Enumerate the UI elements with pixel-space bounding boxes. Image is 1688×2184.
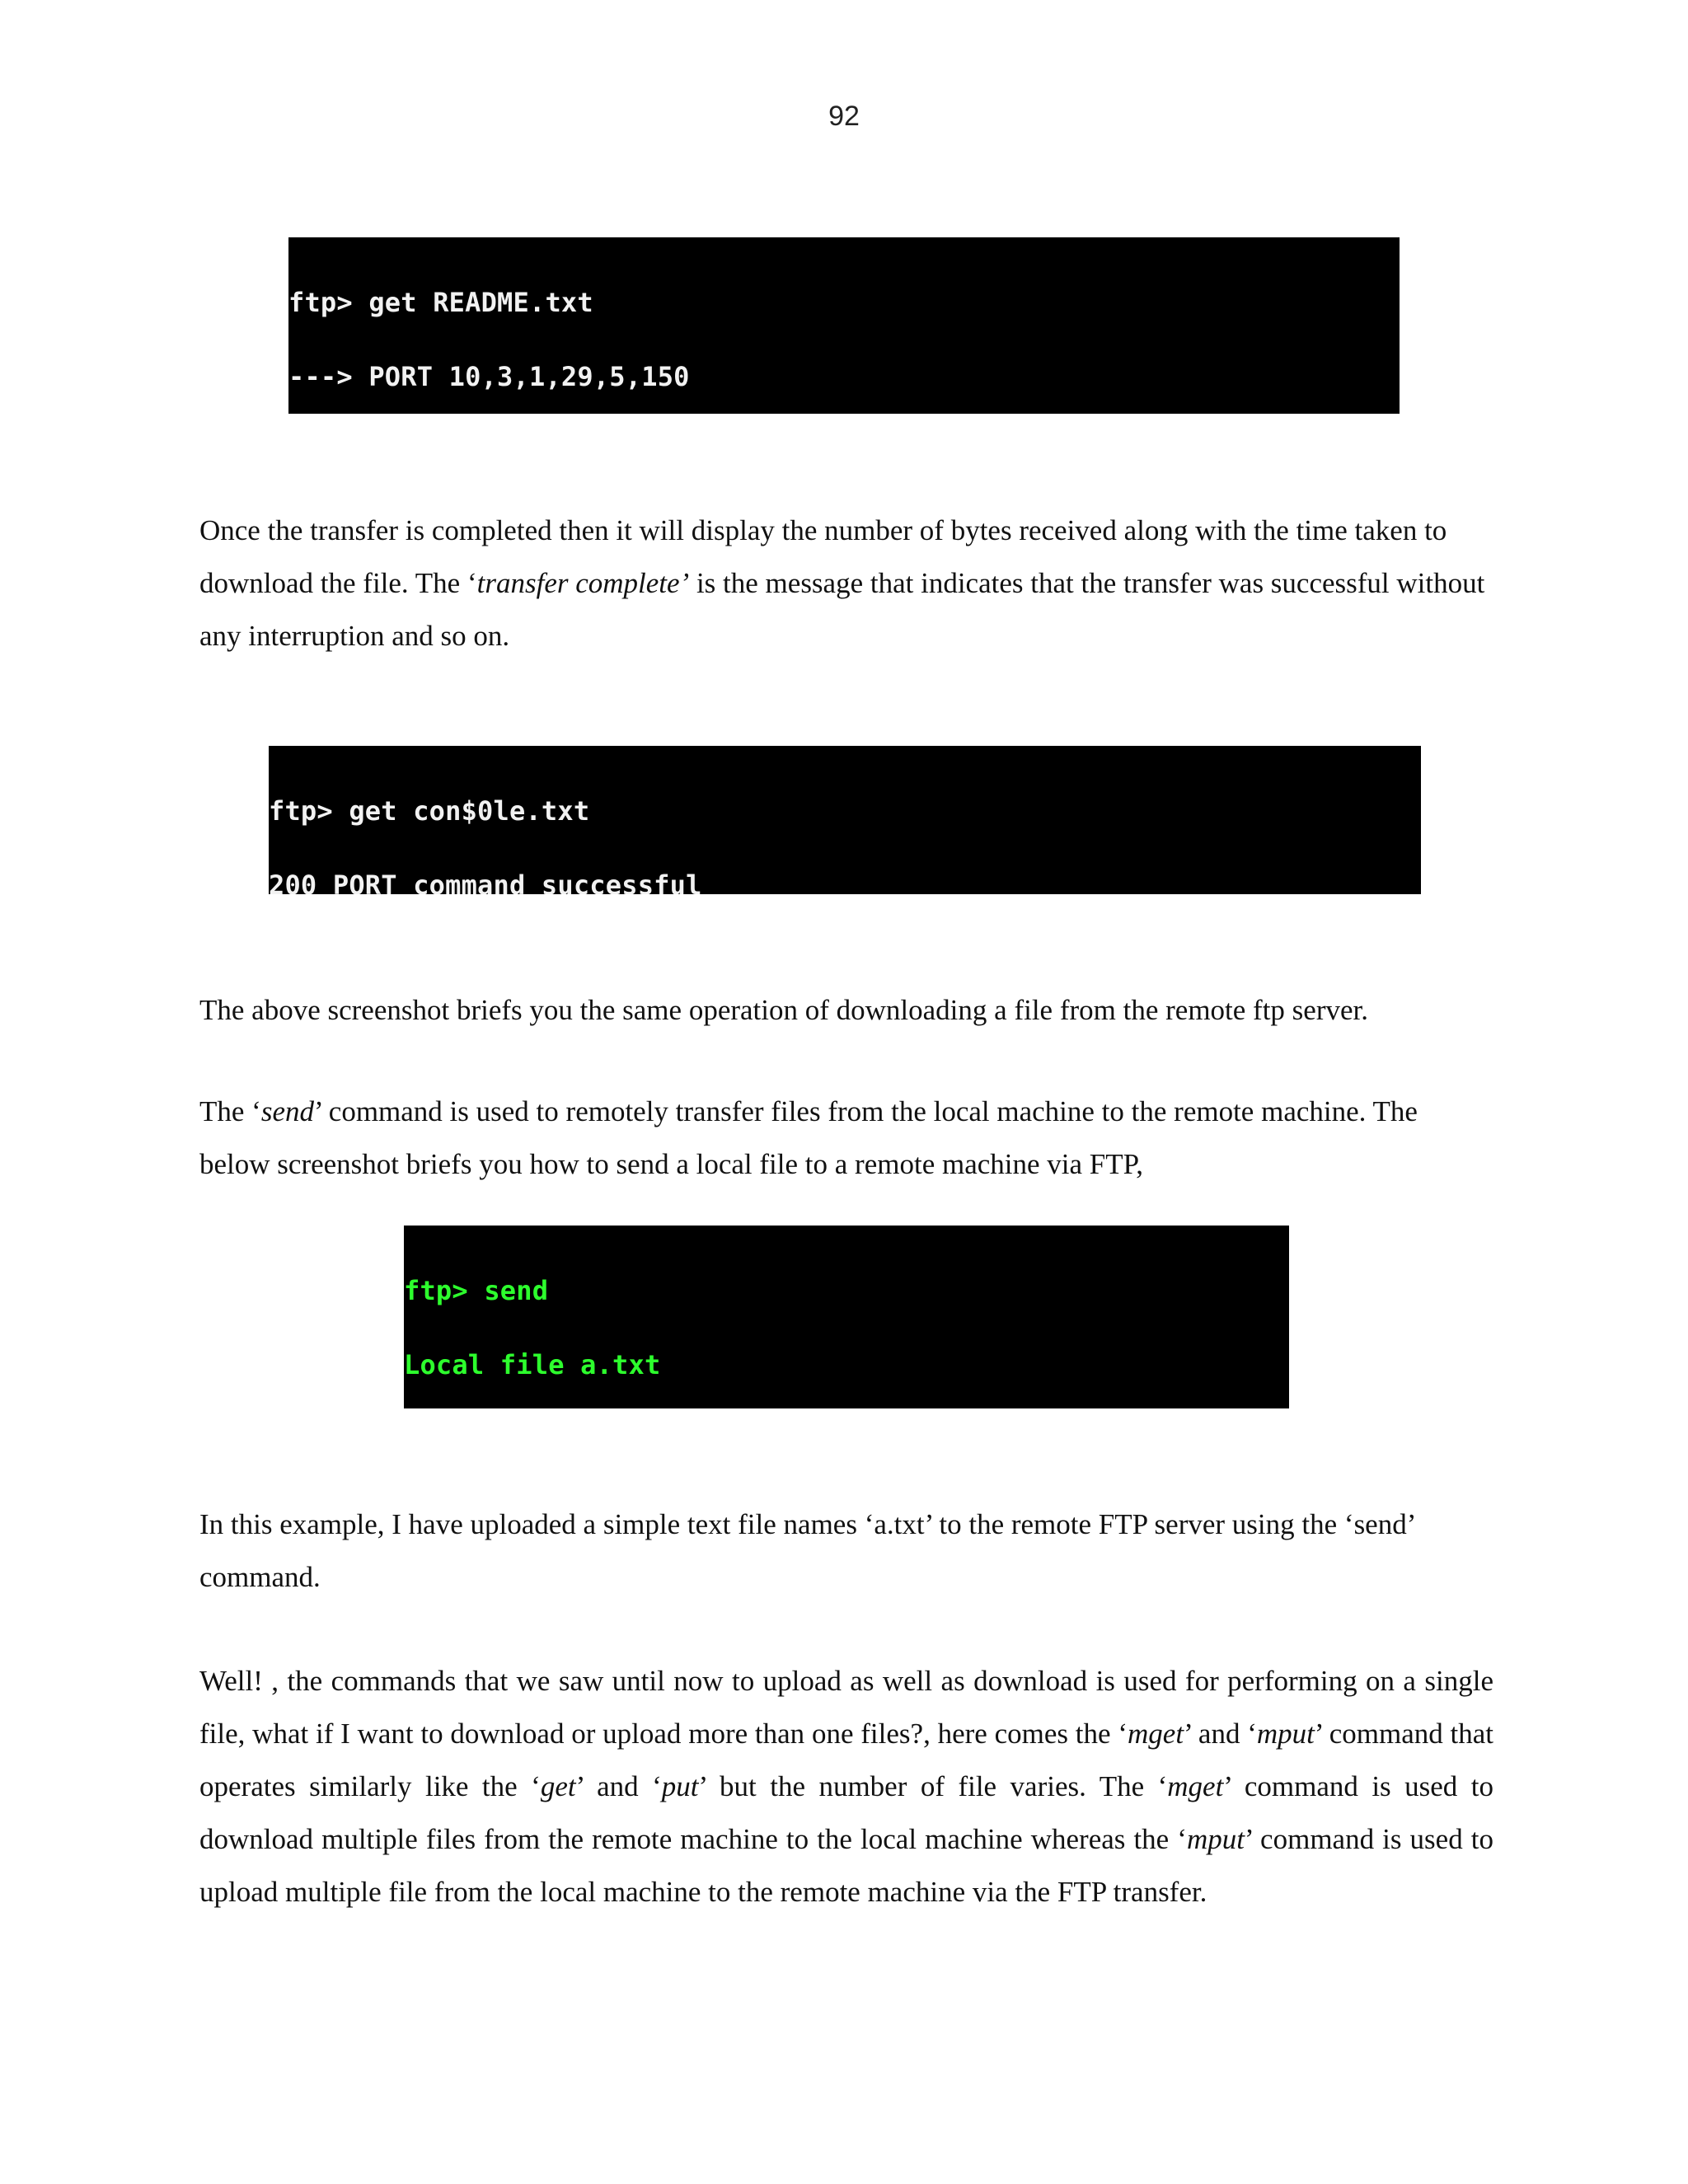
paragraph-transfer-complete	[199, 504, 1493, 663]
paragraph-emphasis: send	[260, 1095, 314, 1127]
terminal-line: ftp> get con$0le.txt	[269, 795, 590, 827]
paragraph-text: ’ but the number of file varies. The ‘	[698, 1770, 1168, 1802]
paragraph-emphasis: mput	[1186, 1823, 1245, 1855]
paragraph-text: ’ command that operates similarly like the ‘	[199, 1718, 1494, 1802]
paragraph-emphasis: get	[540, 1770, 576, 1802]
terminal-line: ftp> send	[404, 1275, 549, 1306]
page-number: 92	[828, 101, 860, 132]
paragraph-emphasis: transfer complete’	[476, 567, 690, 599]
paragraph-text: is the message that indicates that the transfer was successful without any interruption and so on.	[199, 567, 1485, 652]
paragraph-text: The ‘	[199, 1095, 261, 1127]
paragraph-text: ’ command is used to download multiple files from the remote machine to the local machine whereas the ‘	[199, 1770, 1493, 1855]
paragraph-text: Once the transfer is completed then it will display the number of bytes received along with the time taken to download the file. The ‘	[199, 514, 1447, 599]
terminal-line: ftp> get README.txt	[288, 287, 593, 318]
terminal-line: 200 PORT command successful	[269, 869, 702, 894]
terminal-screenshot-send	[404, 1226, 1289, 1408]
paragraph-text: ’ command is used to upload multiple file from the local machine to the remote machine via the FTP transfer.	[199, 1823, 1493, 1908]
terminal-screenshot-get-readme	[288, 237, 1400, 414]
paragraph-send-command	[199, 1085, 1493, 1191]
terminal-line: Local file a.txt	[404, 1349, 661, 1380]
terminal-line: ---> PORT 10,3,1,29,5,150	[288, 361, 690, 392]
paragraph-emphasis: mput	[1256, 1718, 1315, 1750]
terminal-screenshot-get-console	[269, 746, 1421, 894]
paragraph-upload-example: In this example, I have uploaded a simple text file names ‘a.txt’ to the remote FTP server using the ‘send’ command.	[199, 1508, 1414, 1593]
paragraph-text: ’ and ‘	[575, 1770, 662, 1802]
paragraph-mget-mput	[199, 1655, 1493, 1919]
paragraph-text: ’ command is used to remotely transfer files from the local machine to the remote machine. The below screenshot briefs you how to send a local file to a remote machine via FTP,	[199, 1095, 1418, 1180]
paragraph-text: Well! , the commands that we saw until now to upload as well as download is used for performing on a single file, what if I want to download or upload more than one files?, here comes the ‘	[199, 1665, 1493, 1750]
paragraph-emphasis: put	[661, 1770, 699, 1802]
paragraph-text: ’ and ‘	[1184, 1718, 1257, 1750]
paragraph-emphasis: mget	[1128, 1718, 1184, 1750]
paragraph-emphasis: mget	[1167, 1770, 1224, 1802]
paragraph-same-operation: The above screenshot briefs you the same operation of downloading a file from the remote ftp server.	[199, 994, 1368, 1026]
